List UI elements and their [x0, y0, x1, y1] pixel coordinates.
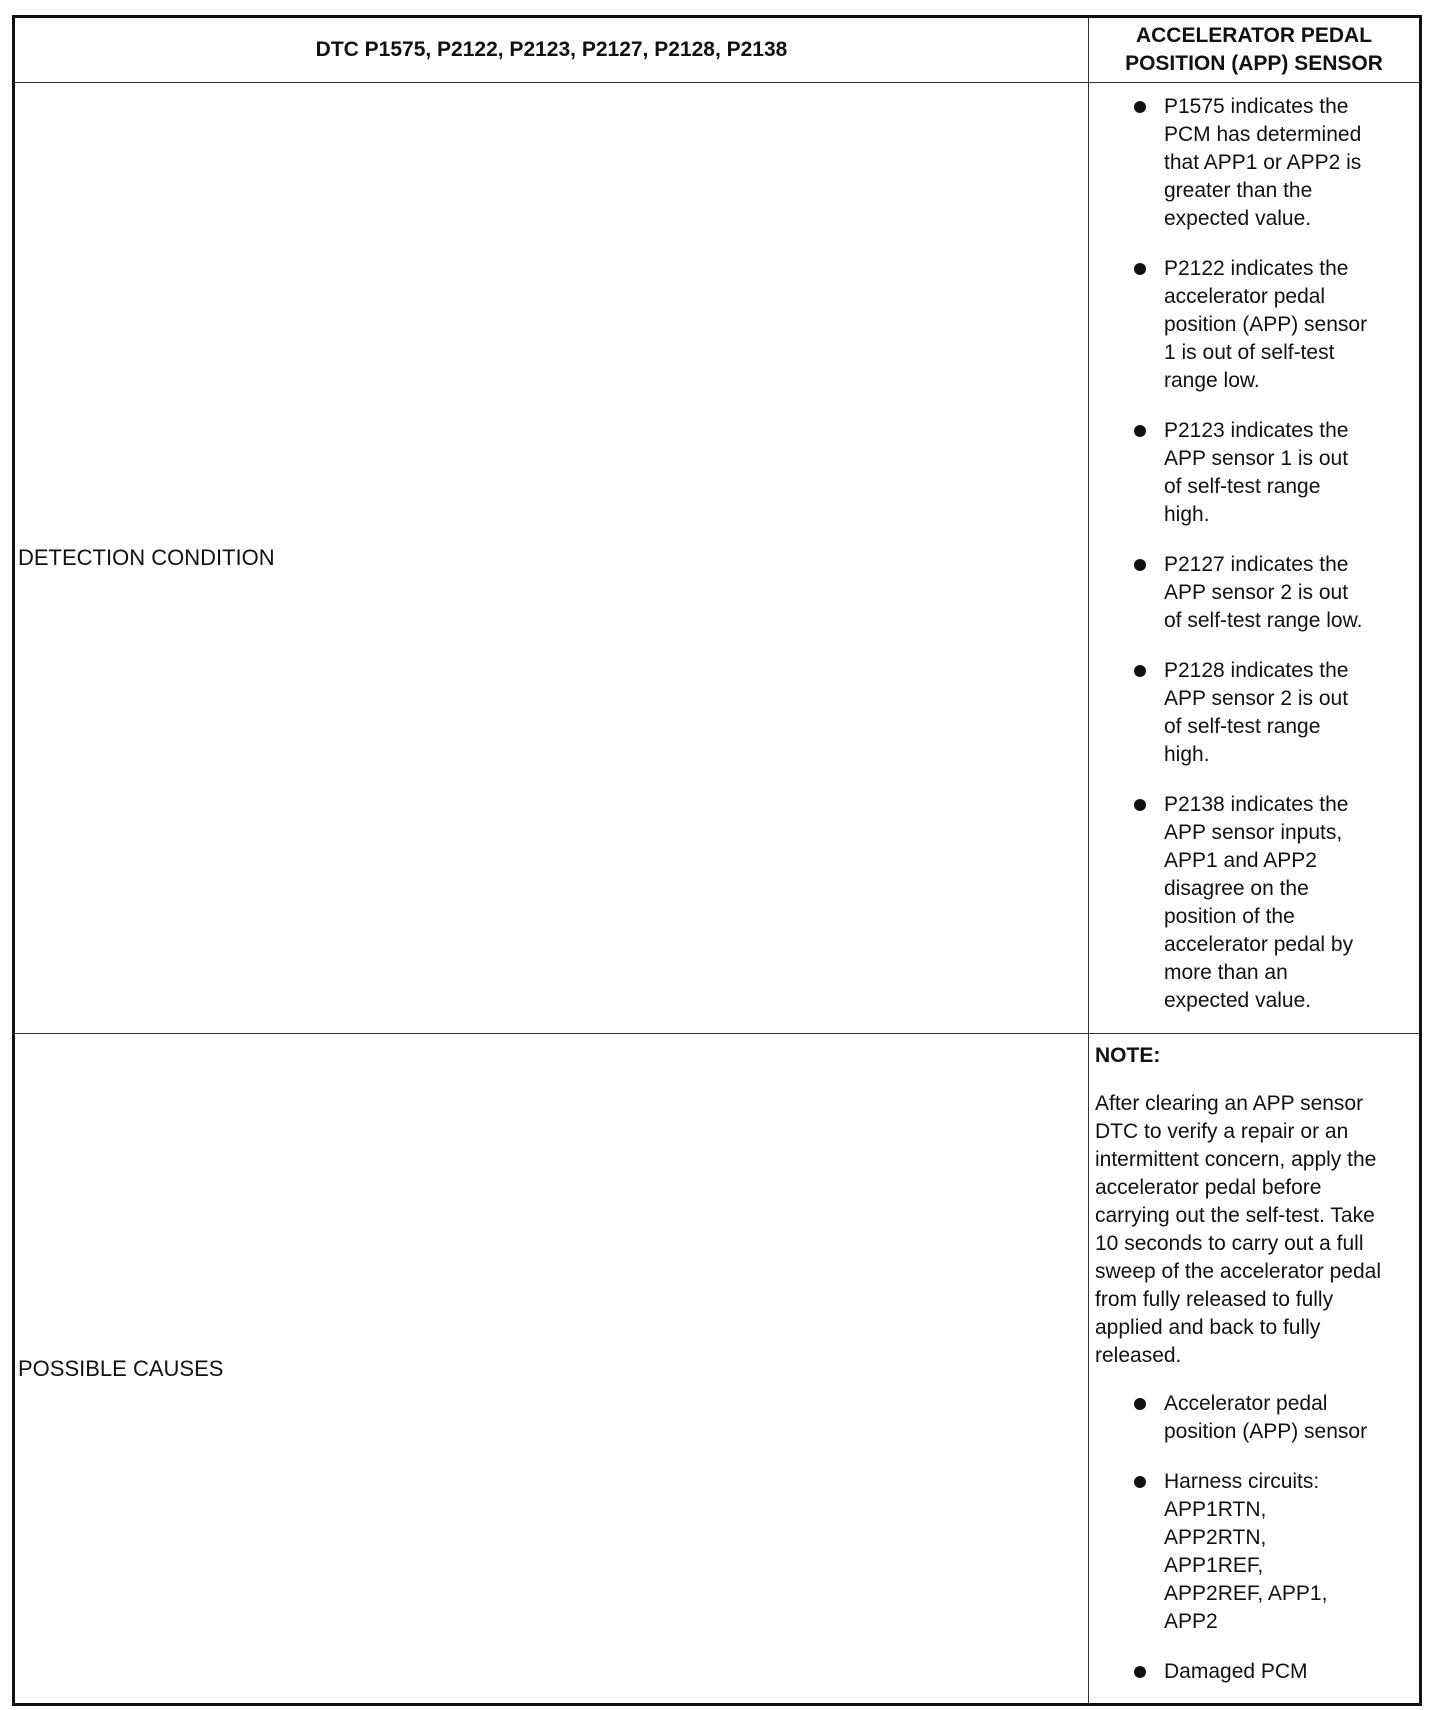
list-item-line: Damaged PCM	[1164, 1660, 1308, 1683]
bullet-icon	[1134, 263, 1146, 275]
possible-causes-content	[1089, 1034, 1421, 1705]
list-item-line: accelerator pedal	[1164, 285, 1326, 308]
list-item	[1131, 1468, 1415, 1636]
list-item-line: APP1RTN,	[1164, 1498, 1267, 1521]
bullet-icon	[1134, 425, 1146, 437]
table-header-row	[14, 17, 1421, 83]
list-item-line: of self-test range	[1164, 475, 1321, 498]
header-dtc-codes: DTC P1575, P2122, P2123, P2127, P2128, P2138	[14, 17, 1089, 83]
list-item	[1131, 93, 1413, 233]
bullet-icon	[1134, 559, 1146, 571]
detection-condition-row	[14, 83, 1421, 1034]
list-item-line: expected value.	[1164, 207, 1312, 230]
bullet-icon	[1134, 665, 1146, 677]
detection-condition-content	[1089, 83, 1421, 1034]
list-item-line: P2138 indicates the	[1164, 793, 1349, 816]
bullet-icon	[1134, 1398, 1146, 1410]
text-line: intermittent concern, apply the	[1095, 1148, 1377, 1171]
list-item	[1131, 551, 1413, 635]
list-item-line: position of the	[1164, 905, 1295, 928]
list-item-line: APP sensor 2 is out	[1164, 687, 1349, 710]
list-item-line: range low.	[1164, 369, 1260, 392]
list-item-line: that APP1 or APP2 is	[1164, 151, 1362, 174]
text-line: DTC to verify a repair or an	[1095, 1120, 1349, 1143]
list-item	[1131, 1390, 1415, 1446]
list-item-line: P2128 indicates the	[1164, 659, 1349, 682]
bullet-icon	[1134, 799, 1146, 811]
list-item-line: APP1REF,	[1164, 1554, 1264, 1577]
note-label: NOTE:	[1095, 1044, 1161, 1067]
list-item-line: APP sensor 1 is out	[1164, 447, 1349, 470]
text-line: sweep of the accelerator pedal	[1095, 1260, 1382, 1283]
list-item	[1131, 791, 1413, 1015]
list-item-line: P2123 indicates the	[1164, 419, 1349, 442]
list-item	[1131, 1658, 1415, 1686]
header-component-line1: ACCELERATOR PEDAL	[1135, 24, 1373, 47]
list-item-line: P1575 indicates the	[1164, 95, 1349, 118]
list-item-line: P2127 indicates the	[1164, 553, 1349, 576]
list-item-line: Harness circuits:	[1164, 1470, 1320, 1493]
list-item-line: APP2	[1164, 1610, 1218, 1633]
list-item-line: of self-test range	[1164, 715, 1321, 738]
list-item-line: position (APP) sensor	[1164, 313, 1368, 336]
possible-causes-label: POSSIBLE CAUSES	[14, 1034, 1089, 1705]
list-item	[1131, 657, 1413, 769]
list-item-line: APP2REF, APP1,	[1164, 1582, 1328, 1605]
text-line: After clearing an APP sensor	[1095, 1092, 1364, 1115]
list-item-line: high.	[1164, 743, 1210, 766]
list-item-line: APP2RTN,	[1164, 1526, 1267, 1549]
list-item-line: P2122 indicates the	[1164, 257, 1349, 280]
text-line: released.	[1095, 1344, 1182, 1367]
text-line: applied and back to fully	[1095, 1316, 1321, 1339]
list-item	[1131, 417, 1413, 529]
text-line: carrying out the self-test. Take	[1095, 1204, 1375, 1227]
possible-causes-list	[1095, 1390, 1415, 1686]
detection-condition-list	[1089, 93, 1413, 1015]
note-text	[1095, 1090, 1415, 1370]
list-item-line: APP1 and APP2	[1164, 849, 1317, 872]
bullet-icon	[1134, 1476, 1146, 1488]
list-item-line: 1 is out of self-test	[1164, 341, 1335, 364]
list-item-line: position (APP) sensor	[1164, 1420, 1368, 1443]
list-item-line: PCM has determined	[1164, 123, 1362, 146]
possible-causes-row	[14, 1034, 1421, 1705]
header-component	[1089, 17, 1421, 83]
text-line: accelerator pedal before	[1095, 1176, 1322, 1199]
list-item-line: accelerator pedal by	[1164, 933, 1354, 956]
list-item-line: of self-test range low.	[1164, 609, 1363, 632]
bullet-icon	[1134, 1666, 1146, 1678]
list-item-line: disagree on the	[1164, 877, 1309, 900]
bullet-icon	[1134, 101, 1146, 113]
text-line: 10 seconds to carry out a full	[1095, 1232, 1364, 1255]
header-component-line2: POSITION (APP) SENSOR	[1125, 52, 1383, 75]
list-item-line: expected value.	[1164, 989, 1312, 1012]
list-item	[1131, 255, 1413, 395]
list-item-line: more than an	[1164, 961, 1288, 984]
list-item-line: Accelerator pedal	[1164, 1392, 1328, 1415]
detection-condition-label: DETECTION CONDITION	[14, 83, 1089, 1034]
list-item-line: high.	[1164, 503, 1210, 526]
list-item-line: greater than the	[1164, 179, 1313, 202]
list-item-line: APP sensor inputs,	[1164, 821, 1343, 844]
list-item-line: APP sensor 2 is out	[1164, 581, 1349, 604]
dtc-table	[12, 15, 1422, 1706]
text-line: from fully released to fully	[1095, 1288, 1334, 1311]
